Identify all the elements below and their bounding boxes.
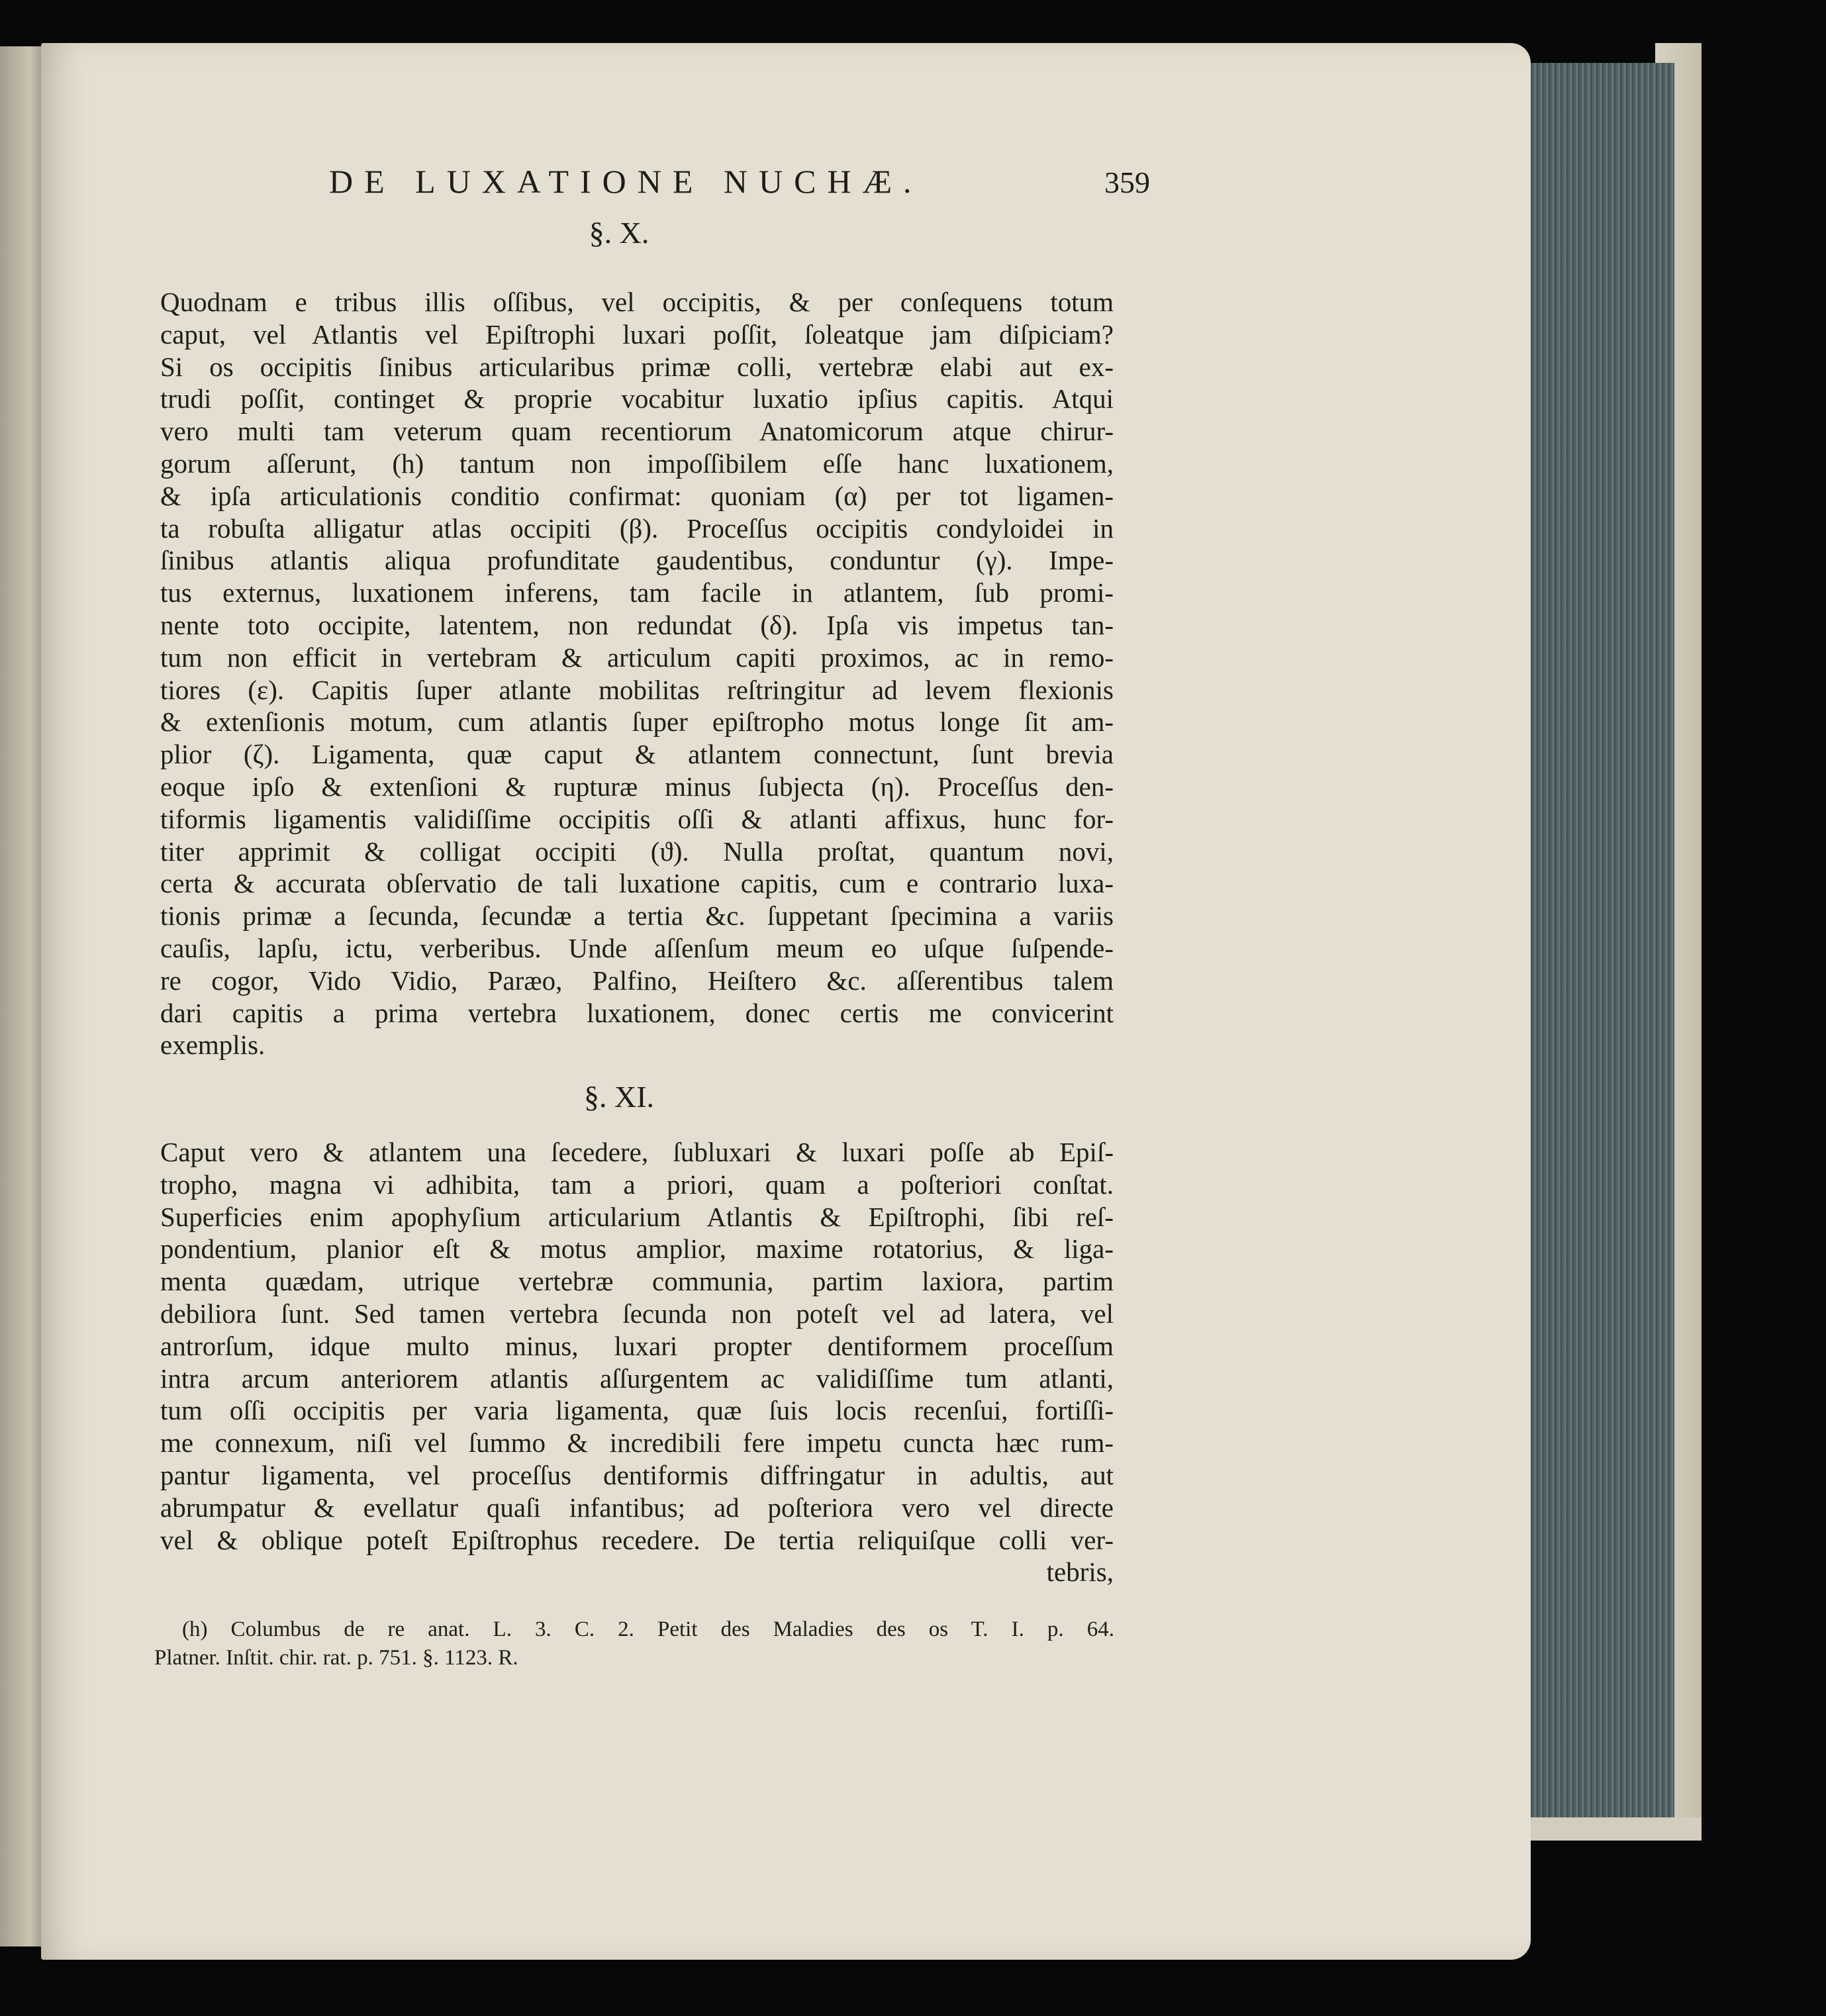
text-line: tiformis ligamentis validiſſime occipitis oſſi & atlanti affixus, hunc for- [160,803,1114,834]
text-line: tum oſſi occipitis per varia ligamenta, quæ ſuis locis recenſui, fortiſſi- [160,1395,1114,1426]
footnote [154,1615,1114,1672]
page-header [329,162,1150,209]
text-line: ſinibus atlantis aliqua profunditate gaudentibus, conduntur (γ). Impe- [160,545,1114,576]
text-line: debiliora ſunt. Sed tamen vertebra ſecunda non poteſt vel ad latera, vel [160,1298,1114,1329]
catchword: tebris, [1046,1557,1114,1588]
text-line: certa & accurata obſervatio de tali luxatione capitis, cum e contrario luxa- [160,868,1114,899]
text-line: trudi poſſit, continget & proprie vocabitur luxatio ipſius capitis. Atqui [160,383,1114,414]
text-line: plior (ζ). Ligamenta, quæ caput & atlantem connectunt, ſunt brevia [160,739,1114,770]
page-number: 359 [1104,166,1150,199]
text-line: & ipſa articulationis conditio confirmat: quoniam (α) per tot ligamen- [160,480,1114,511]
text-line: intra arcum anteriorem atlantis aſſurgentem ac validiſſime tum atlanti, [160,1363,1114,1394]
text-line: vel & oblique poteſt Epiſtrophus recedere. De tertia reliquiſque colli ver- [160,1524,1114,1555]
text-line: abrumpatur & evellatur quaſi infantibus; ad poſteriora vero vel directe [160,1492,1114,1523]
text-line: tropho, magna vi adhibita, tam a priori, quam a poſteriori conſtat. [160,1169,1114,1200]
text-line: tus externus, luxationem inferens, tam facile in atlantem, ſub promi- [160,577,1114,608]
text-line: cauſis, lapſu, ictu, verberibus. Unde aſſenſum meum eo uſque ſuſpende- [160,932,1114,963]
text-line: Quodnam e tribus illis oſſibus, vel occipitis, & per conſequens totum [160,287,1114,317]
text-line: me connexum, niſi vel ſummo & incredibili fere impetu cuncta hæc rum- [160,1427,1114,1459]
text-line: Caput vero & atlantem una ſecedere, ſubluxari & luxari poſſe ab Epiſ- [160,1137,1114,1167]
text-line: tiores (ε). Capitis ſuper atlante mobilitas reſtringitur ad levem flexionis [160,674,1114,705]
text-line: titer apprimit & colligat occipiti (ϑ). Nulla proſtat, quantum novi, [160,836,1114,867]
section-heading: §. XI. [583,1080,655,1114]
text-line: exemplis. [160,1030,265,1061]
footnote-line: (h) Columbus de re anat. L. 3. C. 2. Petit des Maladies des os T. I. p. 64. [182,1617,1114,1641]
section-heading: §. X. [589,216,649,250]
text-line: nente toto occipite, latentem, non redundat (δ). Ipſa vis impetus tan- [160,609,1114,640]
section-body [160,1136,1114,1588]
footnote-line: Platner. Inſtit. chir. rat. p. 751. §. 1123. R. [154,1646,518,1670]
text-line: vero multi tam veterum quam recentiorum Anatomicorum atque chirur- [160,416,1114,447]
text-line: re cogor, Vido Vidio, Paræo, Palfino, Heiſtero &c. aſſerentibus talem [160,965,1114,996]
text-line: Si os occipitis ſinibus articularibus primæ colli, vertebræ elabi aut ex- [160,351,1114,382]
text-line: pondentium, planior eſt & motus amplior, maxime rotatorius, & liga- [160,1233,1114,1265]
running-title: DE LUXATIONE NUCHÆ. [329,163,923,200]
text-line: dari capitis a prima vertebra luxationem, donec certis me convicerint [160,997,1114,1028]
text-line: menta quædam, utrique vertebræ communia, partim laxiora, partim [160,1266,1114,1297]
text-line: caput, vel Atlantis vel Epiſtrophi luxari poſſit, ſoleatque jam diſpiciam? [160,318,1114,350]
text-line: eoque ipſo & extenſioni & rupturæ minus ſubjecta (η). Proceſſus den- [160,771,1114,802]
text-line: tionis primæ a ſecunda, ſecundæ a tertia &c. ſuppetant ſpecimina a variis [160,900,1114,932]
text-line: tum non efficit in vertebram & articulum capiti proximos, ac in remo- [160,642,1114,673]
text-line: ta robuſta alligatur atlas occipiti (β). Proceſſus occipitis condyloidei in [160,512,1114,544]
text-line: antrorſum, idque multo minus, luxari propter dentiformem proceſſum [160,1330,1114,1361]
text-line: & extenſionis motum, cum atlantis ſuper epiſtropho motus longe ſit am- [160,706,1114,738]
text-line: Superficies enim apophyſium articularium Atlantis & Epiſtrophi, ſibi reſ- [160,1201,1114,1232]
section-body [160,286,1114,1061]
text-line: gorum aſſerunt, (h) tantum non impoſſibilem eſſe hanc luxationem, [160,448,1114,479]
text-line: pantur ligamenta, vel proceſſus dentiformis diffringatur in adultis, aut [160,1459,1114,1490]
